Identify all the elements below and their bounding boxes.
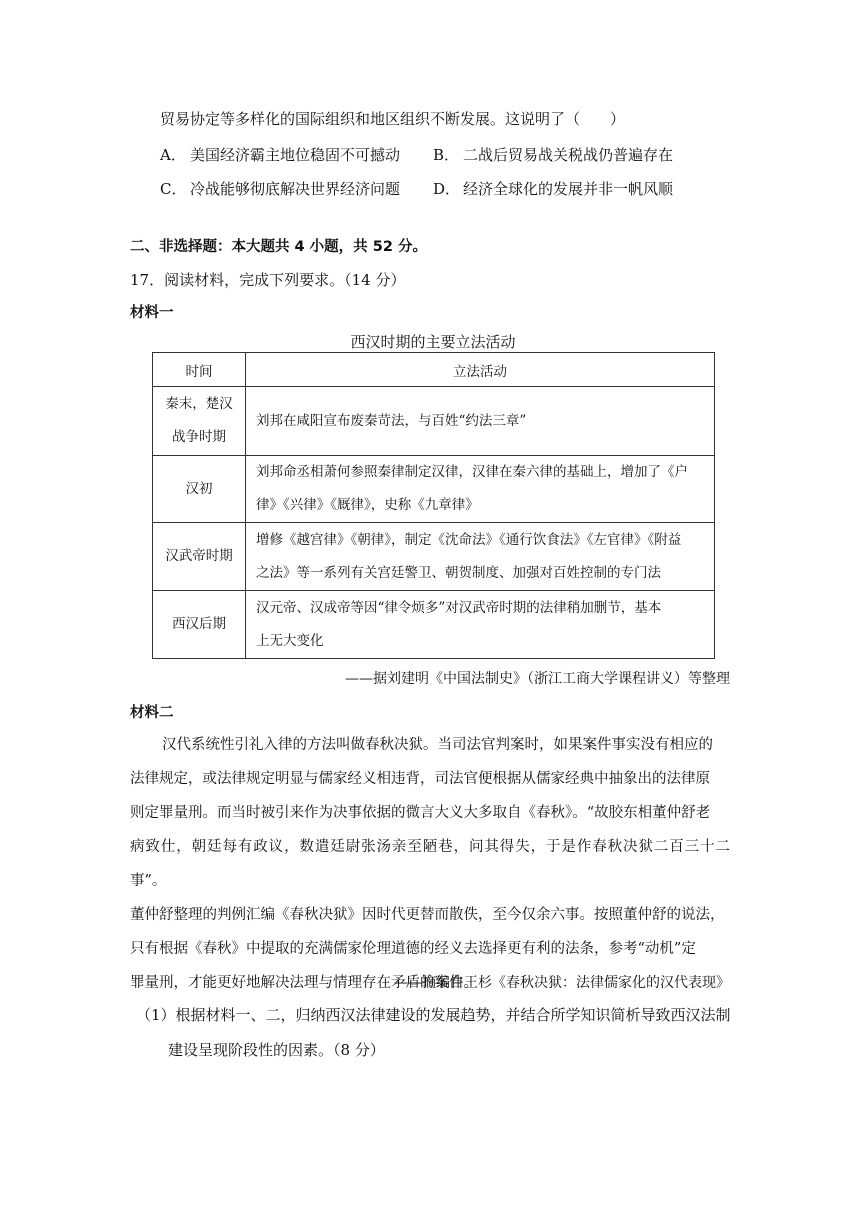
option-text: 二战后贸易战关税战仍普遍存在 [463, 146, 674, 164]
activity-line: 汉元帝、汉成帝等因“律令烦多”对汉武帝时期的法律稍加删节，基本 [256, 599, 662, 616]
material1-source: ——据刘建明《中国法制史》（浙江工商大学课程讲义）等整理 [345, 671, 730, 687]
activity-line: 上无大变化 [256, 632, 324, 649]
paragraph-line: 法律规定，或法律规定明显与儒家经义相违背，司法官便根据从儒家经典中抽象出的法律原 [130, 771, 710, 787]
sub-question-1-line1: （1）根据材料一、二，归纳西汉法律建设的发展趋势，并结合所学知识简析导致西汉法制 [136, 1006, 731, 1024]
period-cell [153, 523, 246, 591]
material2-label: 材料二 [130, 705, 174, 721]
table-row [153, 456, 715, 523]
activity-line: 刘邦在咸阳宣布废秦苛法，与百姓“约法三章” [256, 412, 527, 429]
activity-line: 增修《越宫律》《朝律》，制定《沈命法》《通行饮食法》《左官律》《附益 [256, 531, 682, 548]
q16-option-b[interactable] [433, 145, 673, 165]
q16-option-c[interactable] [160, 179, 400, 199]
q16-option-a[interactable] [160, 145, 400, 165]
table-header-row [153, 353, 715, 387]
period-line: 汉初 [185, 480, 213, 497]
period-cell [153, 456, 246, 523]
option-letter: B． [433, 146, 460, 164]
q16-option-d[interactable] [433, 179, 673, 199]
paragraph-line: 只有根据《春秋》中提取的充满儒家伦理道德的经义去选择更有利的法条，参考“动机”定 [130, 941, 696, 957]
period-line: 汉武帝时期 [165, 548, 233, 564]
paragraph-line: 汉代系统性引礼入律的方法叫做春秋决狱。当司法官判案时，如果案件事实没有相应的 [162, 737, 713, 753]
period-line: 战争时期 [172, 429, 226, 445]
option-letter: A． [160, 146, 186, 164]
header-activity: 立法活动 [246, 353, 715, 387]
period-line: 西汉后期 [172, 616, 226, 632]
paragraph-line: 董仲舒整理的判例汇编《春秋决狱》因时代更替而散佚，至今仅余六事。按照董仲舒的说法， [130, 907, 725, 923]
material2-source: ——摘编自王杉《春秋决狱：法律儒家化的汉代表现》 [394, 975, 730, 991]
material1-label: 材料一 [130, 305, 174, 321]
activity-cell [246, 387, 715, 456]
q17-stem: 17．阅读材料，完成下列要求。（14 分） [130, 271, 406, 289]
activity-cell [246, 523, 715, 591]
option-text: 冷战能够彻底解决世界经济问题 [190, 180, 401, 198]
table-row [153, 523, 715, 591]
activity-line: 之法》等一系列有关宫廷警卫、朝贺制度、加强对百姓控制的专门法 [256, 564, 661, 581]
activity-line: 律》《兴律》《厩律》，史称《九章律》 [256, 497, 479, 513]
material2-text [130, 728, 730, 1000]
header-period: 时间 [153, 353, 246, 387]
paragraph-line: 罪量刑，才能更好地解决法理与情理存在矛盾的案件。 [130, 975, 478, 991]
period-cell [153, 591, 246, 659]
table-row [153, 387, 715, 456]
sub-question-1-line2: 建设呈现阶段性的因素。（8 分） [168, 1041, 385, 1059]
q16-stem-tail: 贸易协定等多样化的国际组织和地区组织不断发展。这说明了（ ） [160, 110, 626, 128]
period-cell [153, 387, 246, 456]
option-text: 经济全球化的发展并非一帆风顺 [463, 180, 674, 198]
option-letter: D． [433, 180, 461, 198]
period-line: 秦末，楚汉 [165, 396, 233, 412]
activity-cell [246, 591, 715, 659]
table-caption: 西汉时期的主要立法活动 [350, 333, 516, 351]
activity-cell [246, 456, 715, 523]
option-letter: C． [160, 180, 187, 198]
paragraph-line: 则定罪量刑。而当时被引来作为决事依据的微言大义大多取自《春秋》。“故胶东相董仲舒老 [130, 805, 711, 821]
section-heading: 二、非选择题：本大题共 4 小题，共 52 分。 [130, 239, 427, 255]
legislation-table [152, 352, 715, 659]
activity-line: 刘邦命丞相萧何参照秦律制定汉律，汉律在秦六律的基础上，增加了《户 [256, 464, 688, 480]
option-text: 美国经济霸主地位稳固不可撼动 [190, 146, 401, 164]
table-row [153, 591, 715, 659]
paragraph-line: 病致仕，朝廷每有政议，数遣廷尉张汤亲至陋巷，问其得失，于是作春秋决狱二百三十二事”。 [130, 839, 730, 889]
